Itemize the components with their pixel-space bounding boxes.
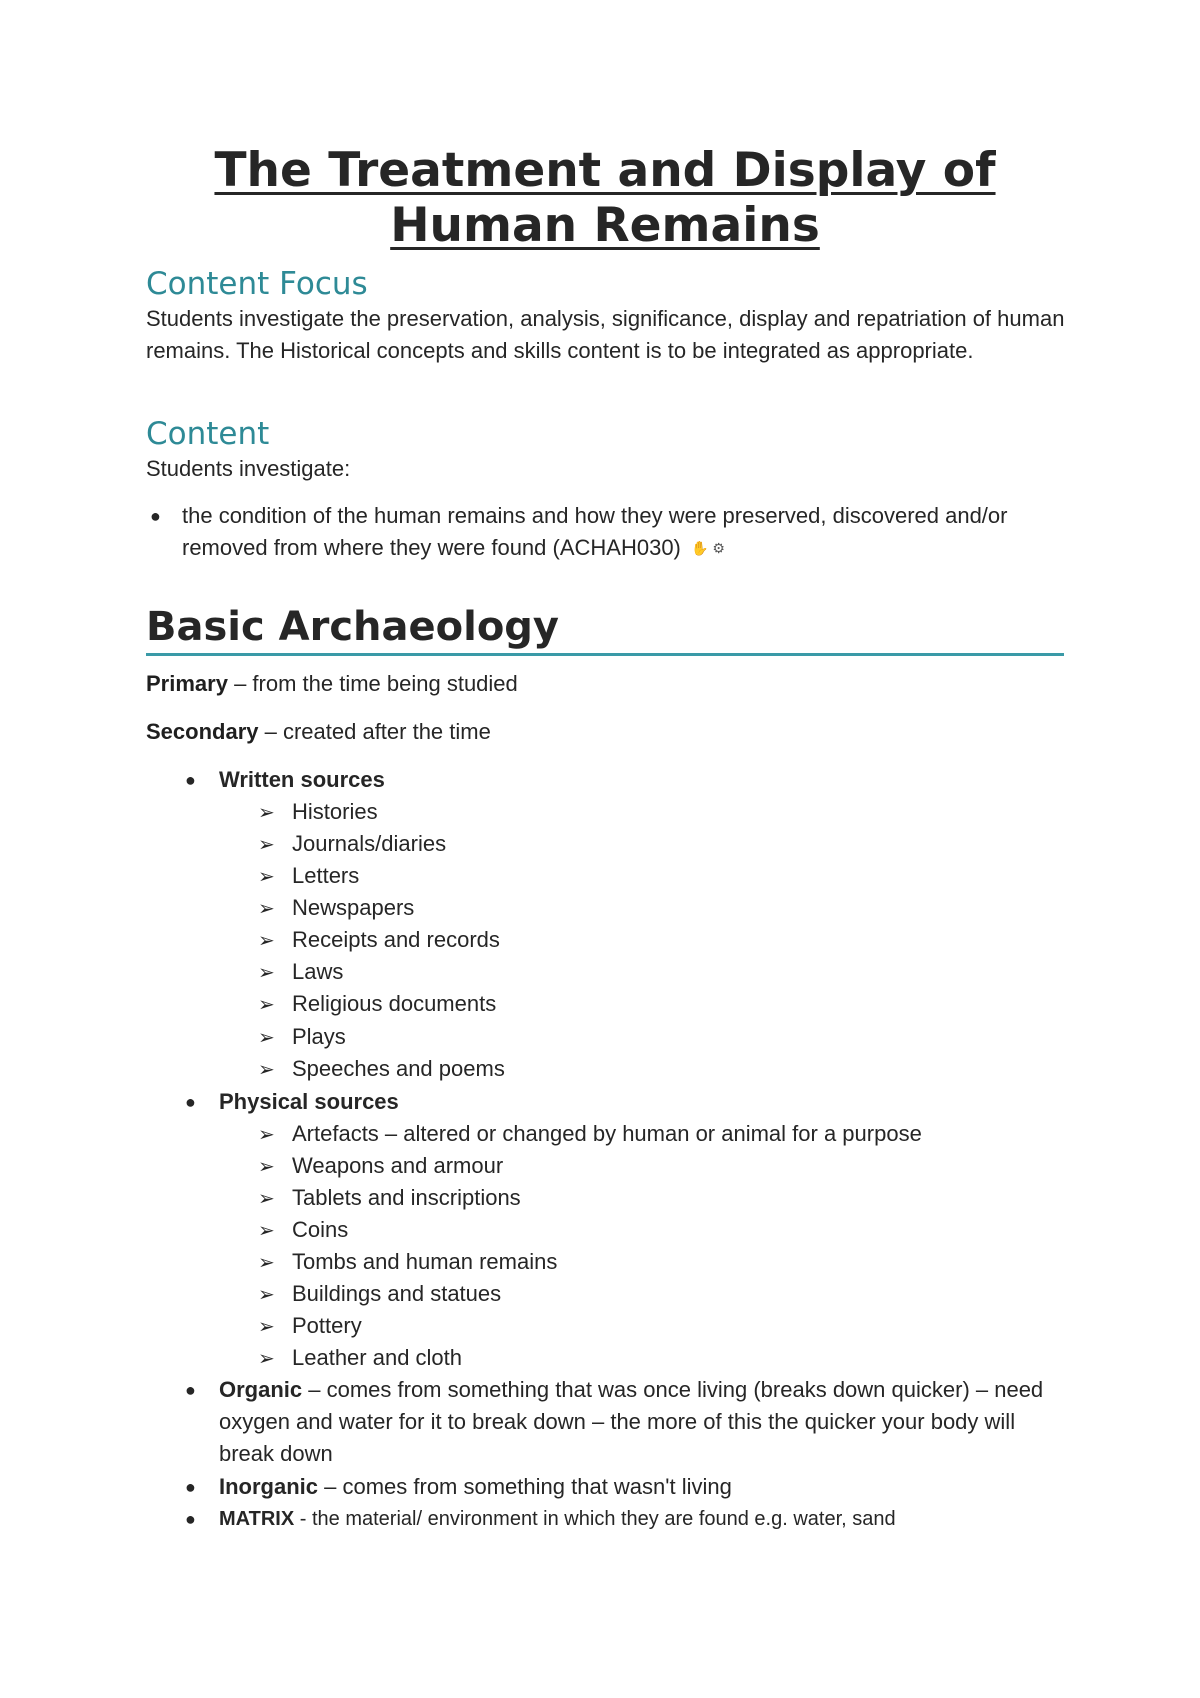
written-source-text: Letters [292,863,360,888]
physical-source-text: Leather and cloth [292,1345,463,1370]
arrow-bullet-icon: ➢ [258,962,275,984]
document-title [145,143,1065,253]
physical-source-item [258,1150,503,1183]
arrow-bullet-icon: ➢ [258,802,275,824]
written-source-text: Journals/diaries [292,831,447,856]
organic-text: – comes from something that was once living (breaks down quicker) – need oxygen and water for it to break down – the more of this the quicker your body will break down [219,1377,1044,1466]
bullet-dot: ● [150,506,161,526]
content-bullet-text: the condition of the human remains and how they were preserved, discovered and/or removed from where they were found (ACHAH030) [182,503,1008,560]
written-source-item [258,892,414,925]
arrow-bullet-icon: ➢ [258,898,275,920]
arrow-bullet-icon: ➢ [258,1188,275,1210]
arrow-bullet-icon: ➢ [258,1348,275,1370]
secondary-text: – created after the time [258,719,491,744]
physical-source-text: Coins [292,1217,349,1242]
title-line-1: The Treatment and Display of [214,143,996,198]
gears-icon: ⚙ [712,540,725,556]
matrix-label: MATRIX [219,1508,295,1530]
written-source-text: Laws [292,959,344,984]
secondary-label: Secondary [146,719,259,744]
content-focus-text: Students investigate the preservation, analysis, significance, display and repatriation of human remains. The Historical concepts and skills content is to be integrated as appropriate. [146,306,1065,363]
physical-source-text: Pottery [292,1313,362,1338]
written-source-item [258,1053,505,1086]
bullet-dot: ● [185,1380,196,1400]
arrow-bullet-icon: ➢ [258,1316,275,1338]
written-source-item [258,956,343,989]
basic-archaeology-heading: Basic Archaeology [146,604,560,650]
physical-sources-label: Physical sources [219,1089,399,1114]
written-source-text: Newspapers [292,895,415,920]
written-sources-item [185,764,1065,796]
written-source-item [258,988,496,1021]
arrow-bullet-icon: ➢ [258,1124,275,1146]
arrow-bullet-icon: ➢ [258,930,275,952]
secondary-line [146,716,491,748]
physical-source-item [258,1342,462,1375]
written-source-text: Speeches and poems [292,1056,505,1081]
inorganic-text: – comes from something that wasn't living [318,1474,732,1499]
arrow-bullet-icon: ➢ [258,1252,275,1274]
title-line-2: Human Remains [390,198,820,253]
arrow-bullet-icon: ➢ [258,1156,275,1178]
organic-label: Organic [219,1377,303,1402]
bullet-dot: ● [185,1509,196,1529]
physical-source-text: Buildings and statues [292,1281,502,1306]
arrow-bullet-icon: ➢ [258,1220,275,1242]
arrow-bullet-icon: ➢ [258,994,275,1016]
physical-source-item [258,1182,521,1215]
physical-source-text: Tombs and human remains [292,1249,558,1274]
matrix-item [185,1503,1065,1535]
matrix-text: - the material/ environment in which they are found e.g. water, sand [294,1508,896,1530]
written-sources-label: Written sources [219,767,385,792]
bullet-dot: ● [185,1092,196,1112]
written-source-text: Religious documents [292,991,497,1016]
arrow-bullet-icon: ➢ [258,866,275,888]
written-source-text: Histories [292,799,378,824]
physical-source-item [258,1214,348,1247]
written-source-item [258,796,378,829]
physical-source-item [258,1278,501,1311]
arrow-bullet-icon: ➢ [258,1059,275,1081]
inorganic-label: Inorganic [219,1474,319,1499]
written-source-item [258,860,359,893]
curriculum-icons [691,532,725,564]
content-focus-heading: Content Focus [146,266,368,302]
content-bullet [146,500,1066,564]
bullet-dot: ● [185,1477,196,1497]
physical-source-item [258,1246,557,1279]
physical-source-text: Weapons and armour [292,1153,504,1178]
content-intro: Students investigate: [146,456,351,481]
primary-text: – from the time being studied [227,671,518,696]
primary-label: Primary [146,671,228,696]
arrow-bullet-icon: ➢ [258,834,275,856]
bullet-dot: ● [185,770,196,790]
arrow-bullet-icon: ➢ [258,1027,275,1049]
written-source-item [258,1021,346,1054]
physical-source-text: Tablets and inscriptions [292,1185,521,1210]
heading-divider [146,653,1064,656]
written-source-text: Receipts and records [292,927,500,952]
inorganic-item [185,1471,1065,1503]
written-source-item [258,924,500,957]
primary-line [146,668,518,700]
hand-icon: ✋ [691,540,709,556]
physical-sources-item [185,1086,1065,1118]
arrow-bullet-icon: ➢ [258,1284,275,1306]
organic-item [185,1374,1065,1470]
physical-source-item [258,1118,922,1151]
content-heading: Content [146,416,270,452]
physical-source-text: Artefacts – altered or changed by human or animal for a purpose [292,1121,922,1146]
written-source-text: Plays [292,1024,346,1049]
physical-source-item [258,1310,362,1343]
written-source-item [258,828,446,861]
